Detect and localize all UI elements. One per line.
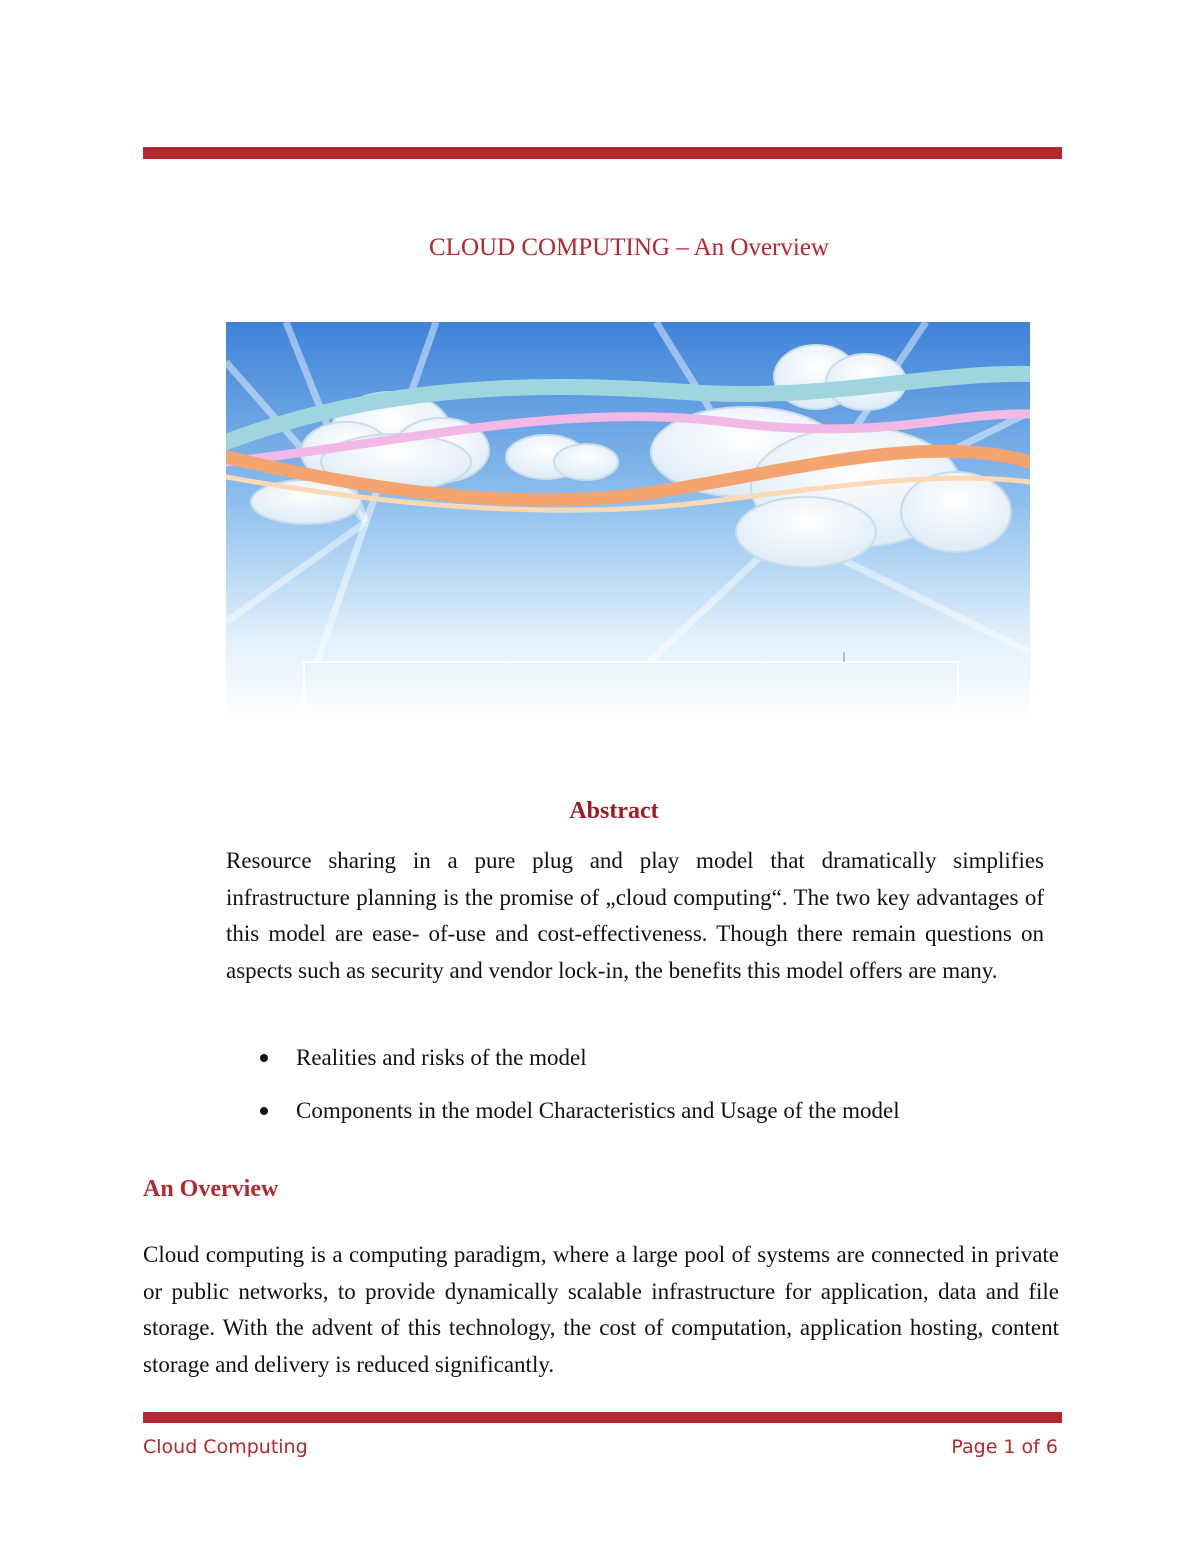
header-rule (143, 147, 1062, 159)
abstract-heading: Abstract (569, 798, 659, 824)
overview-paragraph: Cloud computing is a computing paradigm, where a large pool of systems are connected in private or public networks, to provide dynamically scalable infrastructure for application, data and file storage. With the advent of this technology, the cost of computation, application hosting, content storage and delivery is reduced significantly. (143, 1242, 1059, 1377)
list-item (226, 1040, 1044, 1093)
abstract-bullet-list (226, 1040, 1044, 1146)
list-item (226, 1093, 1044, 1146)
cloud-illustration (226, 322, 1030, 722)
bullet-text: Realities and risks of the model (296, 1045, 587, 1070)
overview-heading: An Overview (143, 1176, 279, 1202)
abstract-paragraph: Resource sharing in a pure plug and play model that dramatically simplifies infrastructure planning is the promise of „cloud computing“. The two key advantages of this model are ease- of-use and cost-effectiveness. Though there remain questions on aspects such as security and vendor lock-in, the benefits this model offers are many. (226, 848, 1044, 983)
bullet-icon (260, 1107, 268, 1115)
document-title: CLOUD COMPUTING – An Overview (429, 234, 829, 261)
bullet-text: Components in the model Characteristics and Usage of the model (296, 1098, 900, 1123)
footer-page-number: Page 1 of 6 (951, 1436, 1058, 1458)
footer-document-title: Cloud Computing (143, 1436, 308, 1458)
bullet-icon (260, 1054, 268, 1062)
footer-rule (143, 1412, 1062, 1423)
